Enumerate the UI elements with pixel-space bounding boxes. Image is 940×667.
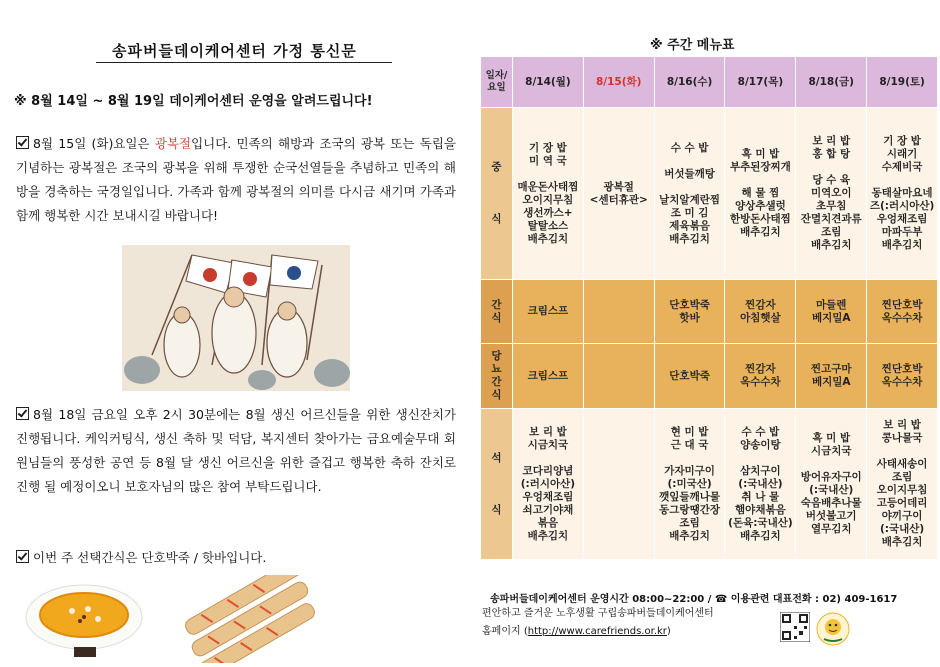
menu-cell [583,409,654,560]
para2-text: 8월 18일 금요일 오후 2시 30분에는 8월 생신 어르신들을 위한 생신잔치가 진행됩니다. 케익커팅식, 생신 축하 및 덕담, 복지센터 찾아가는 금요예술무대 회원님들의 풍성한 공연 등 8월 달 생신 어르신을 위한 즐겁고 행복한 축하 잔치로 진행 될 예정이오니 보호자님의 많은 참여 부탁드립니다. [16,407,456,494]
menu-cell: 수 수 밥 양송이탕 삼치구이 (:국내산) 취 나 물 햄야채볶음 (돈육:국내산) 배추김치 [725,409,796,560]
menu-cell: 크림스프 [513,344,584,409]
day-header: 8/16(수) [654,57,725,108]
operating-hours: 송파버들데이케어센터 운영시간 08:00~22:00 / ☎ 이용관련 대표전화 : 02) 409-1617 [490,594,898,605]
menu-cell: 보 리 밥 홍 합 탕 당 수 육 미역오이 초무침 잔멸치견과류 조림 배추김치 [796,108,867,280]
menu-cell: 찐감자 옥수수차 [725,344,796,409]
menu-cell: 보 리 밥 콩나물국 사태새송이 조림 오이지무침 고등어데리 야끼구이 (:국내산) 배추김치 [867,409,938,560]
para3-text: 이번 주 선택간식은 단호박죽 / 핫바입니다. [33,550,267,565]
menu-cell: 찐고구마 베지밀A [796,344,867,409]
menu-cell [583,344,654,409]
checkbox-icon [16,407,29,420]
independence-day-illustration [122,245,350,391]
menu-cell [583,280,654,344]
pumpkin-porridge-image [22,575,152,660]
center-logo-icon [816,612,850,646]
row-label: 중 식 [481,108,513,280]
day-header: 8/18(금) [796,57,867,108]
homepage-label: 홈페이지 ( [482,626,528,637]
menu-cell: 기 장 밥 미 역 국 매운돈사태찜 오이지무침 생선까스+ 탈탈소스 배추김치 [513,108,584,280]
menu-title: ※ 주간 메뉴표 [650,38,735,53]
newsletter-column [0,0,470,665]
menu-cell: 기 장 밥 시래기 수제비국 동태살마요네 즈(:러시아산) 우엉채조림 마파두부 배추김치 [867,108,938,280]
menu-cell: 찐단호박 옥수수차 [867,344,938,409]
para1-start: 8월 15일 (화)요일은 [33,136,155,151]
snack-row [481,280,938,344]
day-header: 8/17(목) [725,57,796,108]
checkbox-icon [16,136,29,149]
day-header: 8/15(화) [583,57,654,108]
menu-cell: 단호박죽 [654,344,725,409]
holiday-paragraph [16,132,456,228]
weekly-menu-table [480,56,938,560]
menu-cell: 현 미 밥 근 대 국 가자미구이 (:미국산) 깻잎들깨나물 동그랑땡간장 조림 배추김치 [654,409,725,560]
menu-cell: 보 리 밥 시금치국 코다리양념 (:러시아산) 우엉채조림 쇠고기야채 볶음 배추김치 [513,409,584,560]
qr-code-icon[interactable] [780,612,810,642]
center-slogan: 편안하고 즐거운 노후생활 구립송파버들데이케어센터 [482,608,714,619]
lunch-row [481,108,938,280]
para1-rest: 입니다. 민족의 해방과 조국의 광복 또는 독립을 기념하는 광복절은 조국의 광복을 위해 투쟁한 순국선열들을 추념하고 민족의 해방을 경축하는 국경일입니다. 가족과 함께 광복절의 의미를 다시금 새기며 가족과 함께 행복한 시간 보내시길 바랍니다! [16,136,456,223]
menu-header-row [481,57,938,108]
menu-cell: 흑 미 밥 시금치국 방어유자구이 (:국내산) 숙음배추나물 버섯불고기 열무김치 [796,409,867,560]
corner-label: 일자/ 요일 [485,70,508,93]
checkbox-icon [16,550,29,563]
homepage-line [482,622,671,637]
row-label: 간 식 [481,280,513,344]
day-header: 8/19(토) [867,57,938,108]
row-label: 석 식 [481,409,513,560]
menu-cell: 찐단호박 옥수수차 [867,280,938,344]
snack-paragraph [16,546,456,570]
title-underline [96,62,392,63]
holiday-name: 광복절 [154,136,192,151]
menu-cell: 찐감자 아침햇살 [725,280,796,344]
menu-cell: 수 수 밥 버섯들깨탕 날치알계란찜 조 미 김 제육볶음 배추김치 [654,108,725,280]
homepage-link[interactable]: http://www.carefriends.or.kr [527,626,667,637]
fish-bar-image [170,575,330,663]
birthday-paragraph [16,403,456,499]
menu-cell: 흑 미 밥 부추된장찌개 해 물 찜 양상추샐럿 한방돈사태찜 배추김치 [725,108,796,280]
row-label: 당 뇨 간 식 [481,344,513,409]
menu-cell: 크림스프 [513,280,584,344]
menu-cell: 단호박죽 핫바 [654,280,725,344]
dinner-row [481,409,938,560]
menu-cell: 마들렌 베지밀A [796,280,867,344]
weekly-menu-column [480,0,940,665]
page-title: 송파버들데이케어센터 가정 통신문 [112,42,357,60]
notice-subheading: ※ 8월 14일 ~ 8월 19일 데이케어센터 운영을 알려드립니다! [14,94,373,109]
diabetic-snack-row [481,344,938,409]
day-header: 8/14(월) [513,57,584,108]
date-day-corner [481,57,513,108]
homepage-close: ) [666,626,671,637]
holiday-closed-cell: 광복절 <센터휴관> [583,108,654,280]
